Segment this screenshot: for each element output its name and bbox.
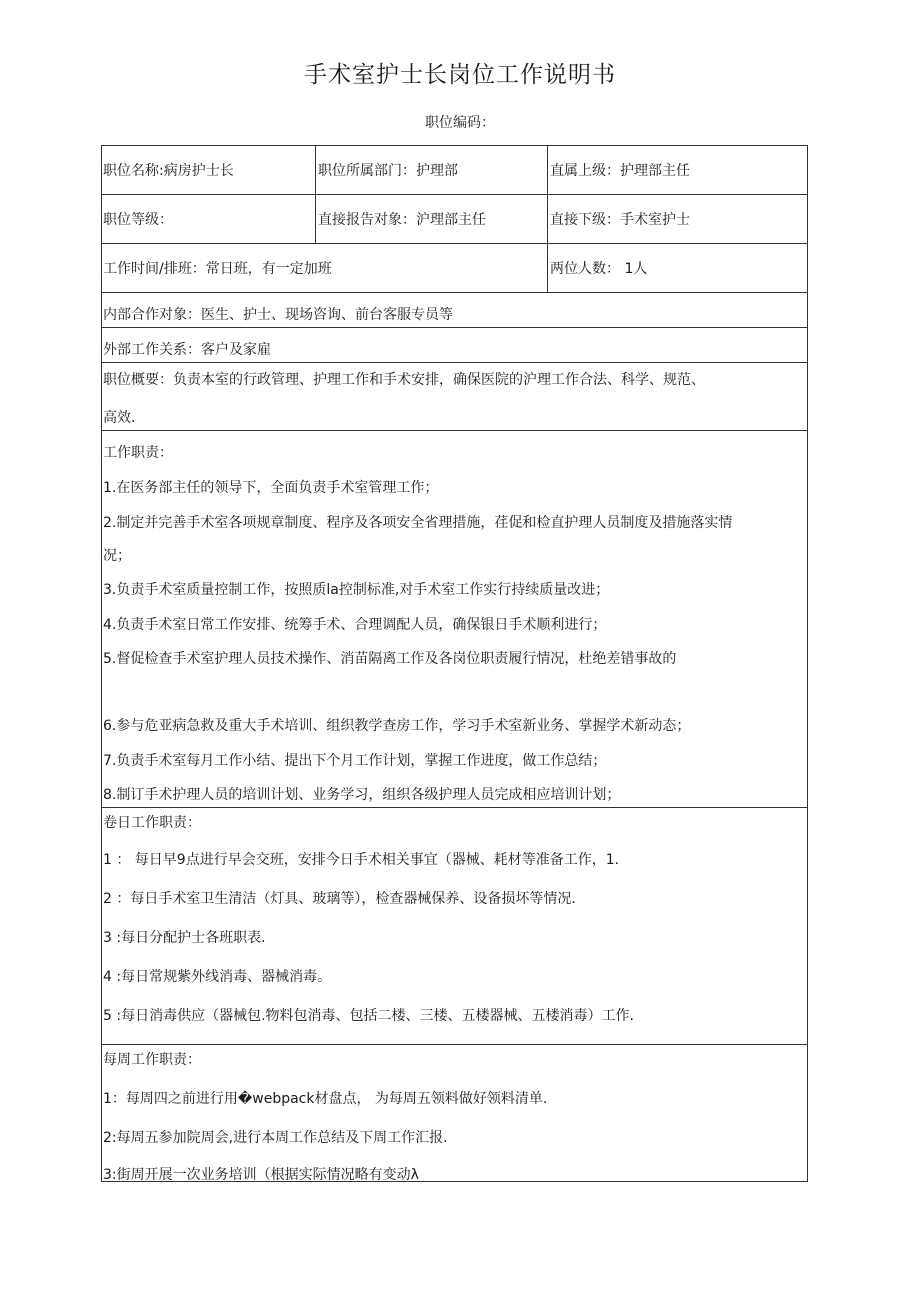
external-relations-cell: 外部工作关系：客户及家雇 [103,342,271,358]
daily-duty-item: 1 ： 每日早9点进行早会交班，安排今日手术相关事宜（器械、耗材等准备工作，1. [103,852,620,868]
direct-subordinate-cell: 直接下级：手术室护士 [550,212,690,228]
duties-heading: 工作职责： [103,445,173,461]
headcount-cell: 两位人数： 1人 [550,261,648,277]
weekly-duties-heading: 每周工作职责： [103,1052,201,1068]
duty-item: 3.负责手术室质量控制工作，按照质la控制标准,对手术室工作实行持续质量改进； [103,582,610,598]
department-cell: 职位所属部门：护理部 [318,163,458,179]
row-divider [102,327,807,328]
daily-duty-item: 2 ：每日手术室卫生清洁（灯具、玻璃等），检查器械保养、设备损坏等情况. [103,891,576,907]
daily-duty-item: 3 :每日分配护士各班职表. [103,930,266,946]
position-code-label: 职位编码： [425,115,495,131]
daily-duties-heading: 卷日工作职责： [103,815,201,831]
duty-item: 6.参与危亚病急救及重大手术培训、组织教学查房工作，学习手术室新业务、掌握学术新动态； [103,718,691,734]
row-divider [102,430,807,431]
position-level-cell: 职位等级： [103,212,173,228]
duty-item: 4.负责手术室日常工作安排、统筹手术、合理调配人员，确保银日手术顺利进行； [103,617,607,633]
duty-item: 8.制订手术护理人员的培训计划、业务学习，组织各级护理人员完成相应培训计划； [103,787,621,803]
row-divider [102,807,807,808]
column-divider [547,146,548,292]
position-overview-line: 高效. [103,410,136,426]
document-title: 手术室护士长岗位工作说明书 [304,62,616,88]
row-divider [102,362,807,363]
weekly-duty-item: 3:街周开展一次业务培训（根据实际情况略有变动λ [103,1167,419,1183]
weekly-duty-item: 1：每周四之前进行用�webpack材盘点， 为每周五领料做好领料清单. [103,1091,548,1107]
column-divider [315,146,316,243]
row-divider [102,292,807,293]
duty-item: 1.在医务部主任的领导下，全面负责手术室管理工作； [103,480,439,496]
job-description-table [101,145,808,1182]
report-to-cell: 直接报告对象：沪理部主任 [318,212,486,228]
duty-item: 2.制定并完善手术室各项规章制度、程序及各项安全省理措施，荏促和检直护理人员制度及措施落实情 [103,515,733,531]
duty-item: 7.负责手术室每月工作小结、提出下个月工作计划，掌握工作进度，做工作总结； [103,753,607,769]
row-divider [102,1044,807,1045]
position-name-cell: 职位名称:病房护士长 [103,163,234,179]
row-divider [102,194,807,195]
weekly-duty-item: 2:每周五参加院周会,进行本周工作总结及下周工作汇报. [103,1130,448,1146]
work-schedule-cell: 工作时间/排班：常日班，有一定加班 [103,261,332,277]
daily-duty-item: 5 :每日消毒供应（器械包.物料包消毒、包括二楼、三楼、五楼器械、五楼消毒）工作. [103,1008,634,1024]
direct-superior-cell: 直属上级：护理部主任 [550,163,690,179]
position-overview-line: 职位概要：负责本室的行政管理、护理工作和手术安排，确保医院的沪理工作合法、科学、规范、 [103,372,705,388]
duty-item: 5.督促检查手术室护理人员技术操作、消苗隔离工作及各岗位职责履行情况，杜绝差错事故的 [103,651,677,667]
daily-duty-item: 4 :每日常规紫外线消毒、器械消毒。 [103,969,332,985]
internal-cooperation-cell: 内部合作对象：医生、护士、现场咨询、前台客服专员等 [103,307,453,323]
duty-item: 况； [103,548,131,564]
row-divider [102,243,807,244]
